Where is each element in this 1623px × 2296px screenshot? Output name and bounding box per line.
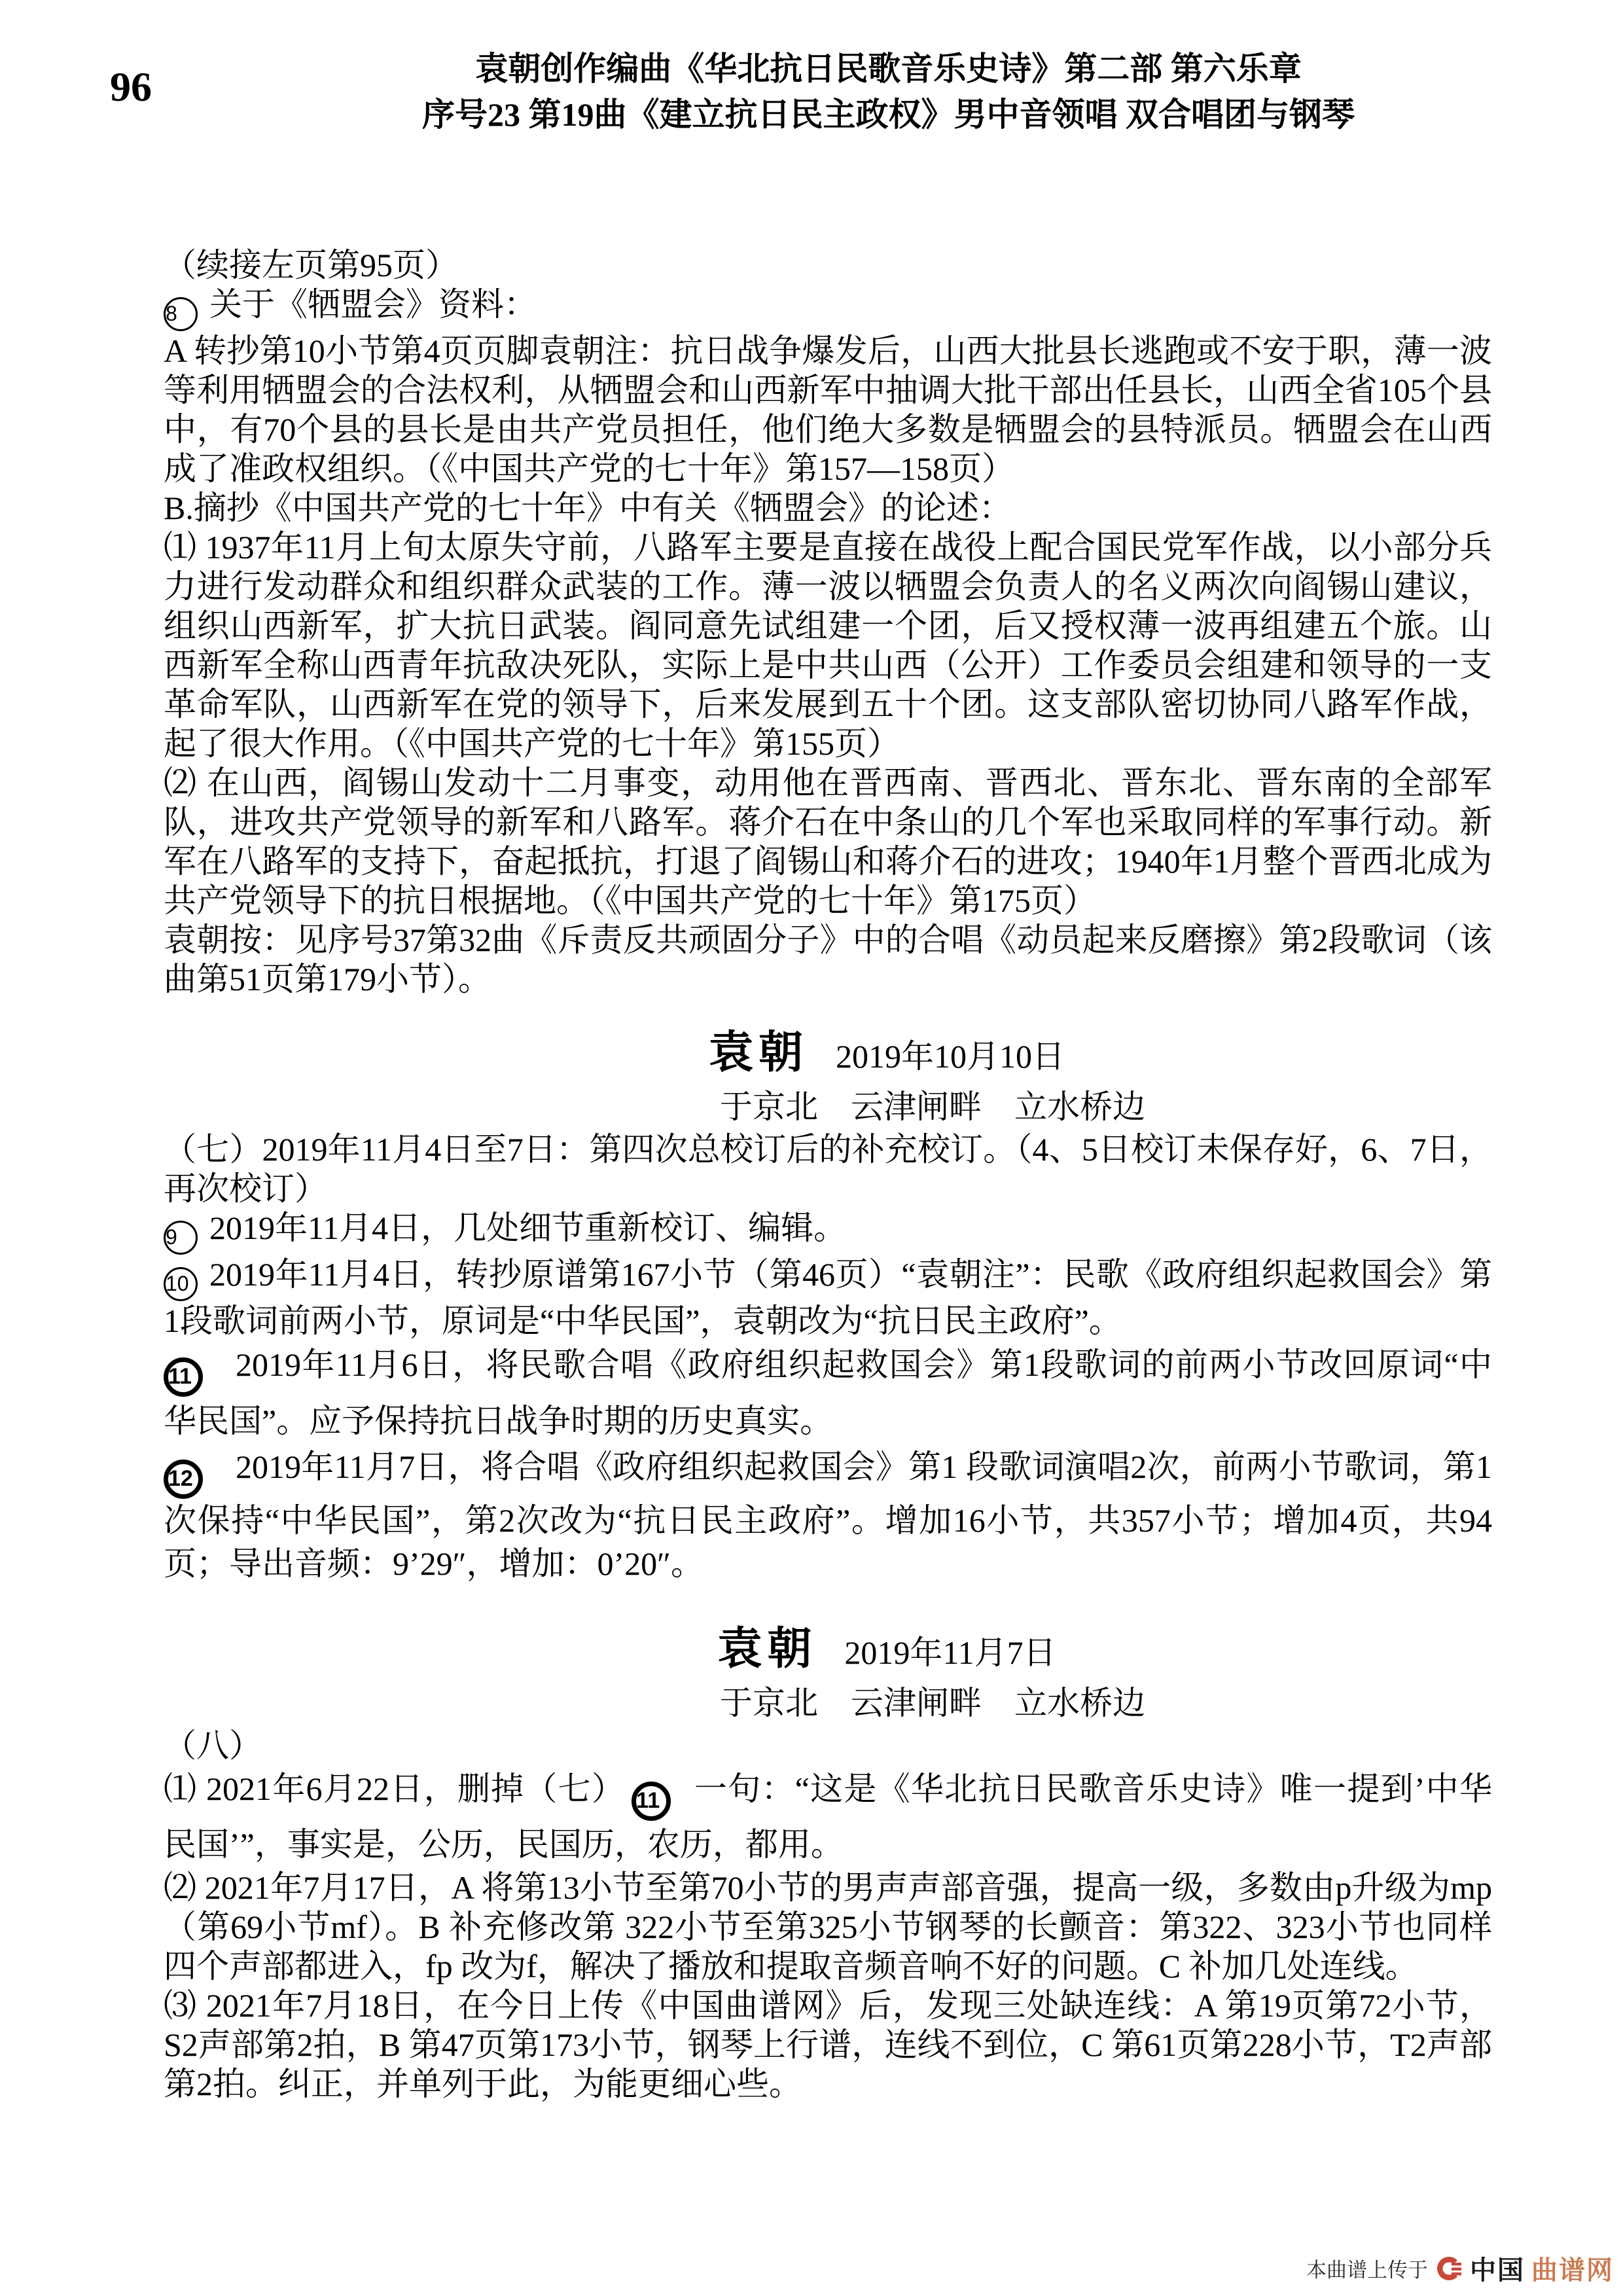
item-9 [164, 1208, 1492, 1255]
signature-place-2: 于京北 云津闸畔 立水桥边 [720, 1685, 1145, 1721]
document-header [0, 46, 1623, 137]
watermark-brand-black: 中国 [1470, 2256, 1525, 2285]
item-9-text: 2019年11月4日，几处细节重新校订、编辑。 [209, 1210, 847, 1246]
document-title-line-1: 袁朝创作编曲《华北抗日民歌音乐史诗》第二部 第六乐章 [475, 50, 1302, 87]
item-12 [164, 1445, 1492, 1585]
document-body [164, 245, 1492, 2104]
signature-name: 袁朝 [708, 1028, 808, 1077]
section-8-heading: （八） [164, 1727, 262, 1764]
section-8-item-1 [164, 1765, 1492, 1868]
item-10-text: 2019年11月4日，转抄原谱第167小节（第46页）“袁朝注”：民歌《政府组织起救国会》第1段歌词前两小节，原词是“中华民国”，袁朝改为“抗日民主政府”。 [164, 1256, 1492, 1339]
signature-name: 袁朝 [717, 1624, 817, 1674]
watermark-prefix: 本曲谱上传于 [1306, 2259, 1428, 2282]
circled-10-badge: 10 [164, 1267, 198, 1301]
circled-12-badge: 12 [164, 1460, 203, 1499]
page-number: 96 [110, 63, 152, 110]
circled-11-badge: 11 [632, 1782, 671, 1821]
signature-block-1 [164, 1025, 1492, 1084]
watermark-brand-orange: 曲谱网 [1531, 2256, 1614, 2285]
item-12-text: 2019年11月7日，将合唱《政府组织起救国会》第1 段歌词演唱2次，前两小节歌词，第1次保持“中华民国”，第2次改为“抗日民主政府”。增加16小节，共357小节；增加4页，共94页；导出音频：9’29″，增加：0’20″。 [164, 1448, 1492, 1582]
continuation-note: （续接左页第95页） [164, 247, 458, 283]
signature-place-1: 于京北 云津闸畔 立水桥边 [720, 1088, 1145, 1125]
paragraph-source-a: A 转抄第10小节第4页页脚袁朝注：抗日战争爆发后，山西大批县长逃跑或不安于职，薄一波等利用牺盟会的合法权利，从牺盟会和山西新军中抽调大批干部出任县长，山西全省105个县中，有70个县的县长是由共产党员担任，他们绝大多数是牺盟会的县特派员。牺盟会在山西成了准政权组织。（《中国共产党的七十年》第157—158页） [164, 332, 1492, 487]
section-7-intro: （七）2019年11月4日至7日：第四次总校订后的补充校订。（4、5日校订未保存好，6、7日，再次校订） [164, 1131, 1492, 1207]
item-8-text: 关于《牺盟会》资料： [209, 286, 537, 323]
section-8-item-3: ⑶ 2021年7月18日，在今日上传《中国曲谱网》后，发现三处缺连线：A 第19页第72小节，S2声部第2拍，B 第47页第173小节，钢琴上行谱，连线不到位，C 第61页第228小节，T2声部第2拍。纠正，并单列于此，为能更细心些。 [164, 1987, 1492, 2102]
signature-block-2 [164, 1621, 1492, 1680]
circled-8-badge: 8 [164, 297, 198, 331]
document-title-line-2: 序号23 第19曲《建立抗日民主政权》男中音领唱 双合唱团与钢琴 [422, 96, 1355, 133]
item-8 [164, 285, 1492, 331]
watermark [1306, 2250, 1614, 2287]
paragraph-author-note: 袁朝按：见序号37第32曲《斥责反共顽固分子》中的合唱《动员起来反磨擦》第2段歌词（该曲第51页第179小节）。 [164, 922, 1492, 997]
circled-9-badge: 9 [164, 1221, 198, 1255]
circled-11-badge: 11 [164, 1357, 203, 1397]
item-10 [164, 1255, 1492, 1340]
paragraph-quote-1: ⑴ 1937年11月上旬太原失守前，八路军主要是直接在战役上配合国民党军作战，以小部分兵力进行发动群众和组织群众武装的工作。薄一波以牺盟会负责人的名义两次向阎锡山建议，组织山西新军，扩大抗日武装。阎同意先试组建一个团，后又授权薄一波再组建五个旅。山西新军全称山西青年抗敌决死队，实际上是中共山西（公开）工作委员会组建和领导的一支革命军队，山西新军在党的领导下，后来发展到五十个团。这支部队密切协同八路军作战，起了很大作用。（《中国共产党的七十年》第155页） [164, 529, 1492, 762]
section-8-item-1-suffix: 一句：“这是《华北抗日民歌音乐史诗》唯一提到’中华民国’”，事实是，公历，民国历，农历，都用。 [164, 1770, 1493, 1863]
signature-date: 2019年10月10日 [836, 1038, 1065, 1075]
section-8-item-1-prefix: ⑴ 2021年6月22日，删掉（七） [164, 1770, 626, 1807]
signature-date: 2019年11月7日 [844, 1634, 1056, 1671]
item-11-text: 2019年11月6日，将民歌合唱《政府组织起救国会》第1段歌词的前两小节改回原词“中华民国”。应予保持抗日战争时期的历史真实。 [164, 1346, 1492, 1439]
item-11 [164, 1340, 1492, 1445]
section-8-item-2: ⑵ 2021年7月17日，A 将第13小节至第70小节的男声声部音强，提高一级，多数由p升级为mp（第69小节mf）。B 补充修改第 322小节至第325小节钢琴的长颤音：第322、323小节也同样四个声部都进入，fp 改为f，解决了播放和提取音频音响不好的问题。C 补加几处连线。 [164, 1869, 1492, 1984]
paragraph-quote-2: ⑵ 在山西，阎锡山发动十二月事变，动用他在晋西南、晋西北、晋东北、晋东南的全部军队，进攻共产党领导的新军和八路军。蒋介石在中条山的几个军也采取同样的军事行动。新军在八路军的支持下，奋起抵抗，打退了阎锡山和蒋介石的进攻；1940年1月整个晋西北成为共产党领导下的抗日根据地。（《中国共产党的七十年》第175页） [164, 764, 1492, 919]
quapu-logo-icon [1435, 2254, 1463, 2283]
paragraph-source-b: B.摘抄《中国共产党的七十年》中有关《牺盟会》的论述： [164, 490, 1012, 526]
